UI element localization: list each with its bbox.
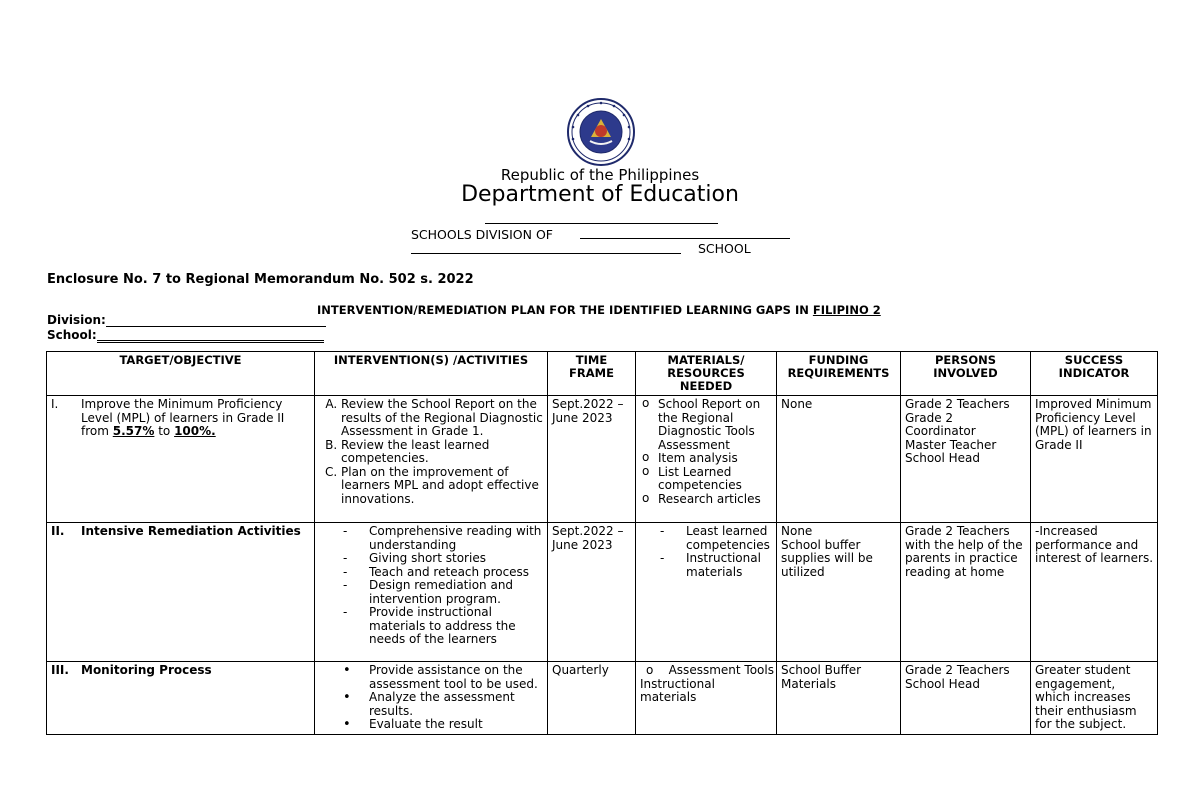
republic-heading: Republic of the Philippines — [500, 166, 700, 184]
plan-table — [46, 351, 1158, 735]
objective-from-value: 5.57% — [112, 424, 155, 438]
division-blank-line — [106, 326, 326, 327]
row-number: III. — [51, 663, 69, 677]
plan-title-subject: FILIPINO 2 — [812, 303, 881, 317]
list-item: - Teach and reteach process — [343, 566, 543, 580]
person-line: School Head — [905, 676, 981, 691]
school-blank-line — [411, 253, 681, 254]
table-header-row — [47, 352, 1158, 396]
objective-text — [81, 398, 310, 439]
objective-cell — [47, 396, 315, 523]
list-item: • Evaluate the result — [343, 718, 543, 732]
list-item: - Comprehensive reading with understanding — [343, 525, 543, 552]
materials-cell — [636, 396, 777, 523]
list-item: o List Learned competencies — [640, 466, 772, 493]
persons-cell: Grade 2 Teachers with the help of the parents in practice reading at home — [901, 523, 1031, 662]
persons-cell — [901, 396, 1031, 523]
indicator-cell: Improved Minimum Proficiency Level (MPL) of learners in Grade II — [1031, 396, 1158, 523]
list-item: o Item analysis — [640, 452, 772, 466]
col-header-materials: MATERIALS/ RESOURCES NEEDED — [636, 352, 777, 396]
time-frame-cell: Quarterly — [548, 662, 636, 735]
materials-line: Instructional materials — [640, 676, 715, 704]
objective-to-word: to — [154, 424, 175, 438]
objective-text: Intensive Remediation Activities — [81, 524, 301, 538]
indicator-cell: Greater student engagement, which increases their enthusiasm for the subject. — [1031, 662, 1158, 735]
list-item: - Instructional materials — [660, 552, 772, 579]
school-field-line — [97, 340, 324, 343]
list-item: o Research articles — [640, 493, 772, 507]
list-item: • Analyze the assessment results. — [343, 691, 543, 718]
department-heading: Department of Education — [461, 182, 739, 207]
plan-title — [317, 303, 881, 317]
activities-cell — [315, 523, 548, 662]
row-number: I. — [51, 397, 59, 411]
materials-line: o Assessment Tools — [646, 663, 774, 677]
table-row — [47, 396, 1158, 523]
row-number: II. — [51, 524, 65, 538]
time-frame-cell: Sept.2022 – June 2023 — [548, 523, 636, 662]
time-frame-cell: Sept.2022 – June 2023 — [548, 396, 636, 523]
plan-title-prefix: INTERVENTION/REMEDIATION PLAN FOR THE IDENTIFIED LEARNING GAPS IN — [317, 303, 813, 317]
school-field-label: School: — [47, 328, 97, 342]
list-item: C. Plan on the improvement of learners MPL and adopt effective innovations. — [341, 466, 543, 507]
materials-cell — [636, 523, 777, 662]
person-line: Master Teacher — [905, 437, 997, 452]
indicator-cell: -Increased performance and interest of learners. — [1031, 523, 1158, 662]
funding-cell — [777, 523, 901, 662]
objective-text: Monitoring Process — [81, 663, 212, 677]
person-line: Grade 2 Teachers — [905, 663, 1010, 677]
objective-cell — [47, 662, 315, 735]
col-header-persons: PERSONS INVOLVED — [901, 352, 1031, 396]
materials-cell — [636, 662, 777, 735]
objective-text-main: Improve the Minimum Proficiency Level (MPL) of learners in Grade II from — [81, 397, 285, 438]
persons-cell — [901, 662, 1031, 735]
person-line: Grade 2 Teachers — [905, 397, 1010, 411]
sdo-label: SCHOOLS DIVISION OF — [411, 227, 553, 242]
list-item: B. Review the least learned competencies. — [341, 439, 543, 466]
list-item: - Design remediation and intervention program. — [343, 579, 543, 606]
division-label: Division: — [47, 313, 106, 327]
person-line: Grade 2 Coordinator — [905, 410, 976, 438]
col-header-funding: FUNDING REQUIREMENTS — [777, 352, 901, 396]
funding-cell: None — [777, 396, 901, 523]
objective-to-value: 100%. — [174, 424, 216, 438]
funding-cell: School Buffer Materials — [777, 662, 901, 735]
funding-line: School buffer supplies will be utilized — [781, 537, 873, 579]
sdo-blank-line — [580, 238, 790, 239]
col-header-activities: INTERVENTION(S) /ACTIVITIES — [315, 352, 548, 396]
list-item: o School Report on the Regional Diagnostic Tools Assessment — [640, 398, 772, 452]
region-blank-line — [485, 223, 718, 224]
list-item: A. Review the School Report on the results of the Regional Diagnostic Assessment in Grade 1. — [341, 398, 543, 439]
school-suffix-label: SCHOOL — [698, 241, 751, 256]
enclosure-text: Enclosure No. 7 to Regional Memorandum No. 502 s. 2022 — [47, 272, 474, 287]
list-item: - Least learned competencies — [660, 525, 772, 552]
col-header-objective: TARGET/OBJECTIVE — [47, 352, 315, 396]
activities-cell — [315, 396, 548, 523]
funding-line: None — [781, 524, 813, 538]
list-item: - Giving short stories — [343, 552, 543, 566]
person-line: School Head — [905, 451, 981, 465]
list-item: - Provide instructional materials to address the needs of the learners — [343, 606, 543, 647]
col-header-time-frame: TIME FRAME — [548, 352, 636, 396]
table-row — [47, 662, 1158, 735]
objective-cell — [47, 523, 315, 662]
deped-seal — [566, 97, 636, 167]
table-row — [47, 523, 1158, 662]
col-header-indicator: SUCCESS INDICATOR — [1031, 352, 1158, 396]
list-item: • Provide assistance on the assessment tool to be used. — [343, 664, 543, 691]
activities-cell — [315, 662, 548, 735]
